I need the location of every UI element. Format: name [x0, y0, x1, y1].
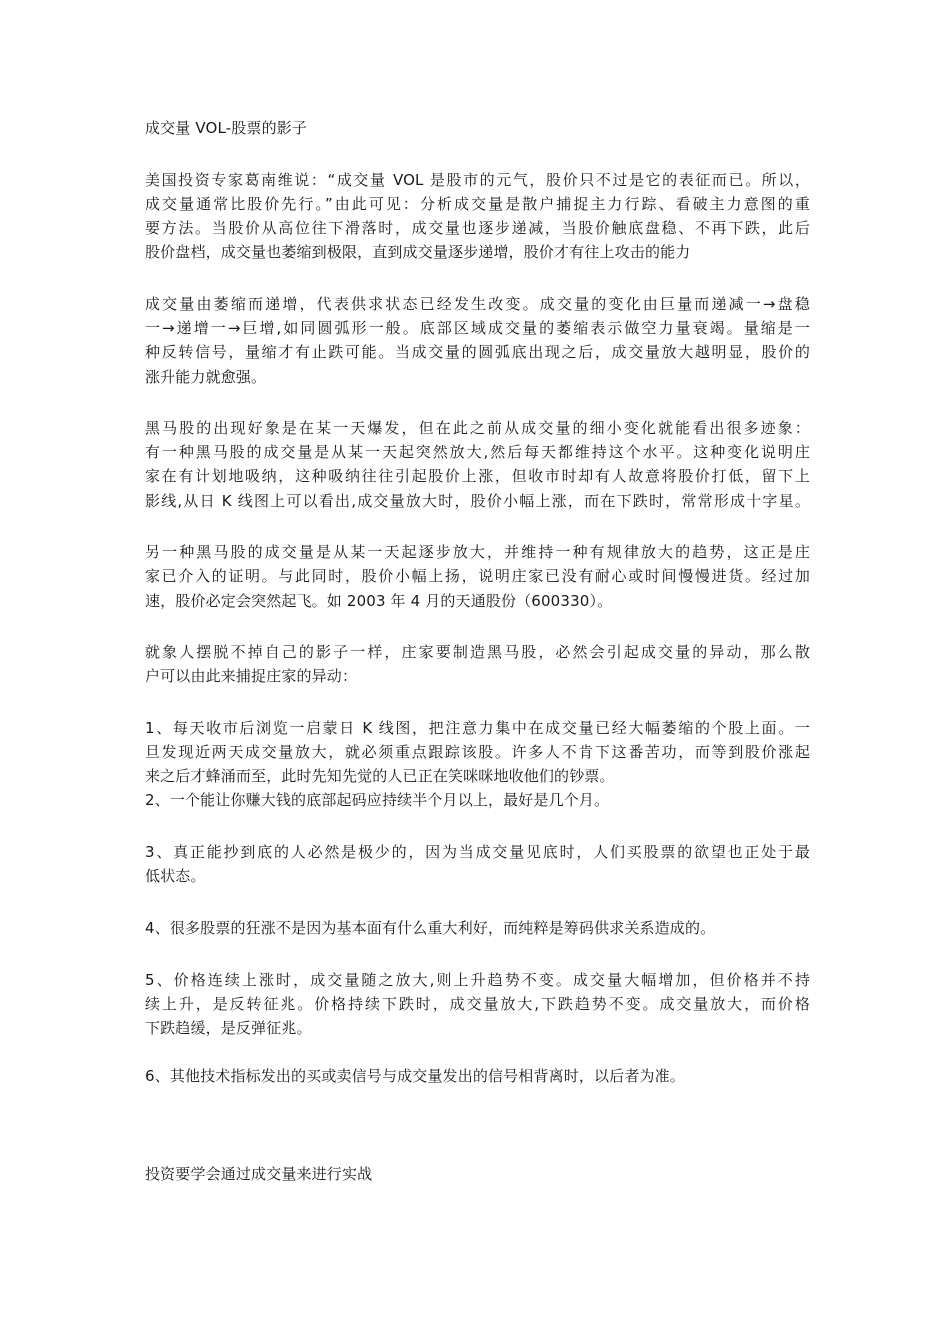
- paragraph-1-line-4: 股价盘档，成交量也萎缩到极限，直到成交量逐步递增，股价才有往上攻击的能力: [145, 243, 691, 261]
- paragraph-1-line-3: 要方法。当股价从高位往下滑落时，成交量也逐步递减，当股价触底盘稳、不再下跌，此后: [145, 219, 810, 237]
- paragraph-3-line-4: 影线,从日 K 线图上可以看出,成交量放大时，股价小幅上涨，而在下跌时，常常形成十字星。: [145, 492, 810, 510]
- list-item-1-line-3: 来之后才蜂涌而至，此时先知先觉的人已正在笑咪咪地收他们的钞票。: [145, 767, 615, 785]
- paragraph-1-line-1: 美国投资专家葛南维说：“成交量 VOL 是股市的元气，股价只不过是它的表征而已。所以，: [145, 171, 810, 189]
- paragraph-1-line-2: 成交量通常比股价先行。”由此可见：分析成交量是散户捕捉主力行踪、看破主力意图的重: [145, 195, 810, 213]
- list-item-1-line-1: 1、每天收市后浏览一启蒙日 K 线图，把注意力集中在成交量已经大幅萎缩的个股上面。一: [145, 719, 810, 737]
- paragraph-3-line-3: 家在有计划地吸纳，这种吸纳往往引起股价上涨，但收市时却有人故意将股价打低，留下上: [145, 467, 810, 485]
- paragraph-2-line-1: 成交量由萎缩而递增，代表供求状态已经发生改变。成交量的变化由巨量而递减一→盘稳: [145, 295, 810, 313]
- list-item-4: 4、很多股票的狂涨不是因为基本面有什么重大利好，而纯粹是筹码供求关系造成的。: [145, 919, 716, 937]
- paragraph-4-line-1: 另一种黑马股的成交量是从某一天起逐步放大，并维持一种有规律放大的趋势，这正是庄: [145, 543, 810, 561]
- document-title: 成交量 VOL-股票的影子: [145, 119, 308, 137]
- document-page: [145, 0, 810, 1344]
- paragraph-2-line-4: 涨升能力就愈强。: [145, 368, 267, 386]
- paragraph-4-line-2: 家已介入的证明。与此同时，股价小幅上扬，说明庄家已没有耐心或时间慢慢进货。经过加: [145, 567, 810, 585]
- list-item-6: 6、其他技术指标发出的买或卖信号与成交量发出的信号相背离时，以后者为准。: [145, 1067, 685, 1085]
- list-item-1-line-2: 旦发现近两天成交量放大，就必须重点跟踪该股。许多人不肯下这番苦功，而等到股价涨起: [145, 743, 810, 761]
- paragraph-4-line-3: 速，股价必定会突然起飞。如 2003 年 4 月的天通股份（600330）。: [145, 592, 613, 610]
- paragraph-2-line-2: 一→递增一→巨增,如同圆弧形一般。底部区域成交量的萎缩表示做空力量衰竭。量缩是一: [145, 319, 810, 337]
- list-item-2: 2、一个能让你赚大钱的底部起码应持续半个月以上，最好是几个月。: [145, 791, 610, 809]
- list-item-5-line-1: 5、价格连续上涨时，成交量随之放大,则上升趋势不变。成交量大幅增加，但价格并不持: [145, 971, 810, 989]
- paragraph-5-line-2: 户可以由此来捕捉庄家的异动：: [145, 667, 358, 685]
- paragraph-3-line-2: 有一种黑马股的成交量是从某一天起突然放大,然后每天都维持这个水平。这种变化说明庄: [145, 443, 810, 461]
- paragraph-2-line-3: 种反转信号，量缩才有止跌可能。当成交量的圆弧底出现之后，成交量放大越明显，股价的: [145, 343, 810, 361]
- section-heading: 投资要学会通过成交量来进行实战: [145, 1165, 373, 1183]
- list-item-5-line-3: 下跌趋缓，是反弹征兆。: [145, 1019, 312, 1037]
- list-item-5-line-2: 续上升，是反转征兆。价格持续下跌时，成交量放大,下跌趋势不变。成交量放大，而价格: [145, 995, 810, 1013]
- list-item-3-line-1: 3、真正能抄到底的人必然是极少的，因为当成交量见底时，人们买股票的欲望也正处于最: [145, 843, 810, 861]
- paragraph-5-line-1: 就象人摆脱不掉自己的影子一样，庄家要制造黑马股，必然会引起成交量的异动，那么散: [145, 643, 810, 661]
- list-item-3-line-2: 低状态。: [145, 867, 206, 885]
- paragraph-3-line-1: 黑马股的出现好象是在某一天爆发，但在此之前从成交量的细小变化就能看出很多迹象：: [145, 419, 810, 437]
